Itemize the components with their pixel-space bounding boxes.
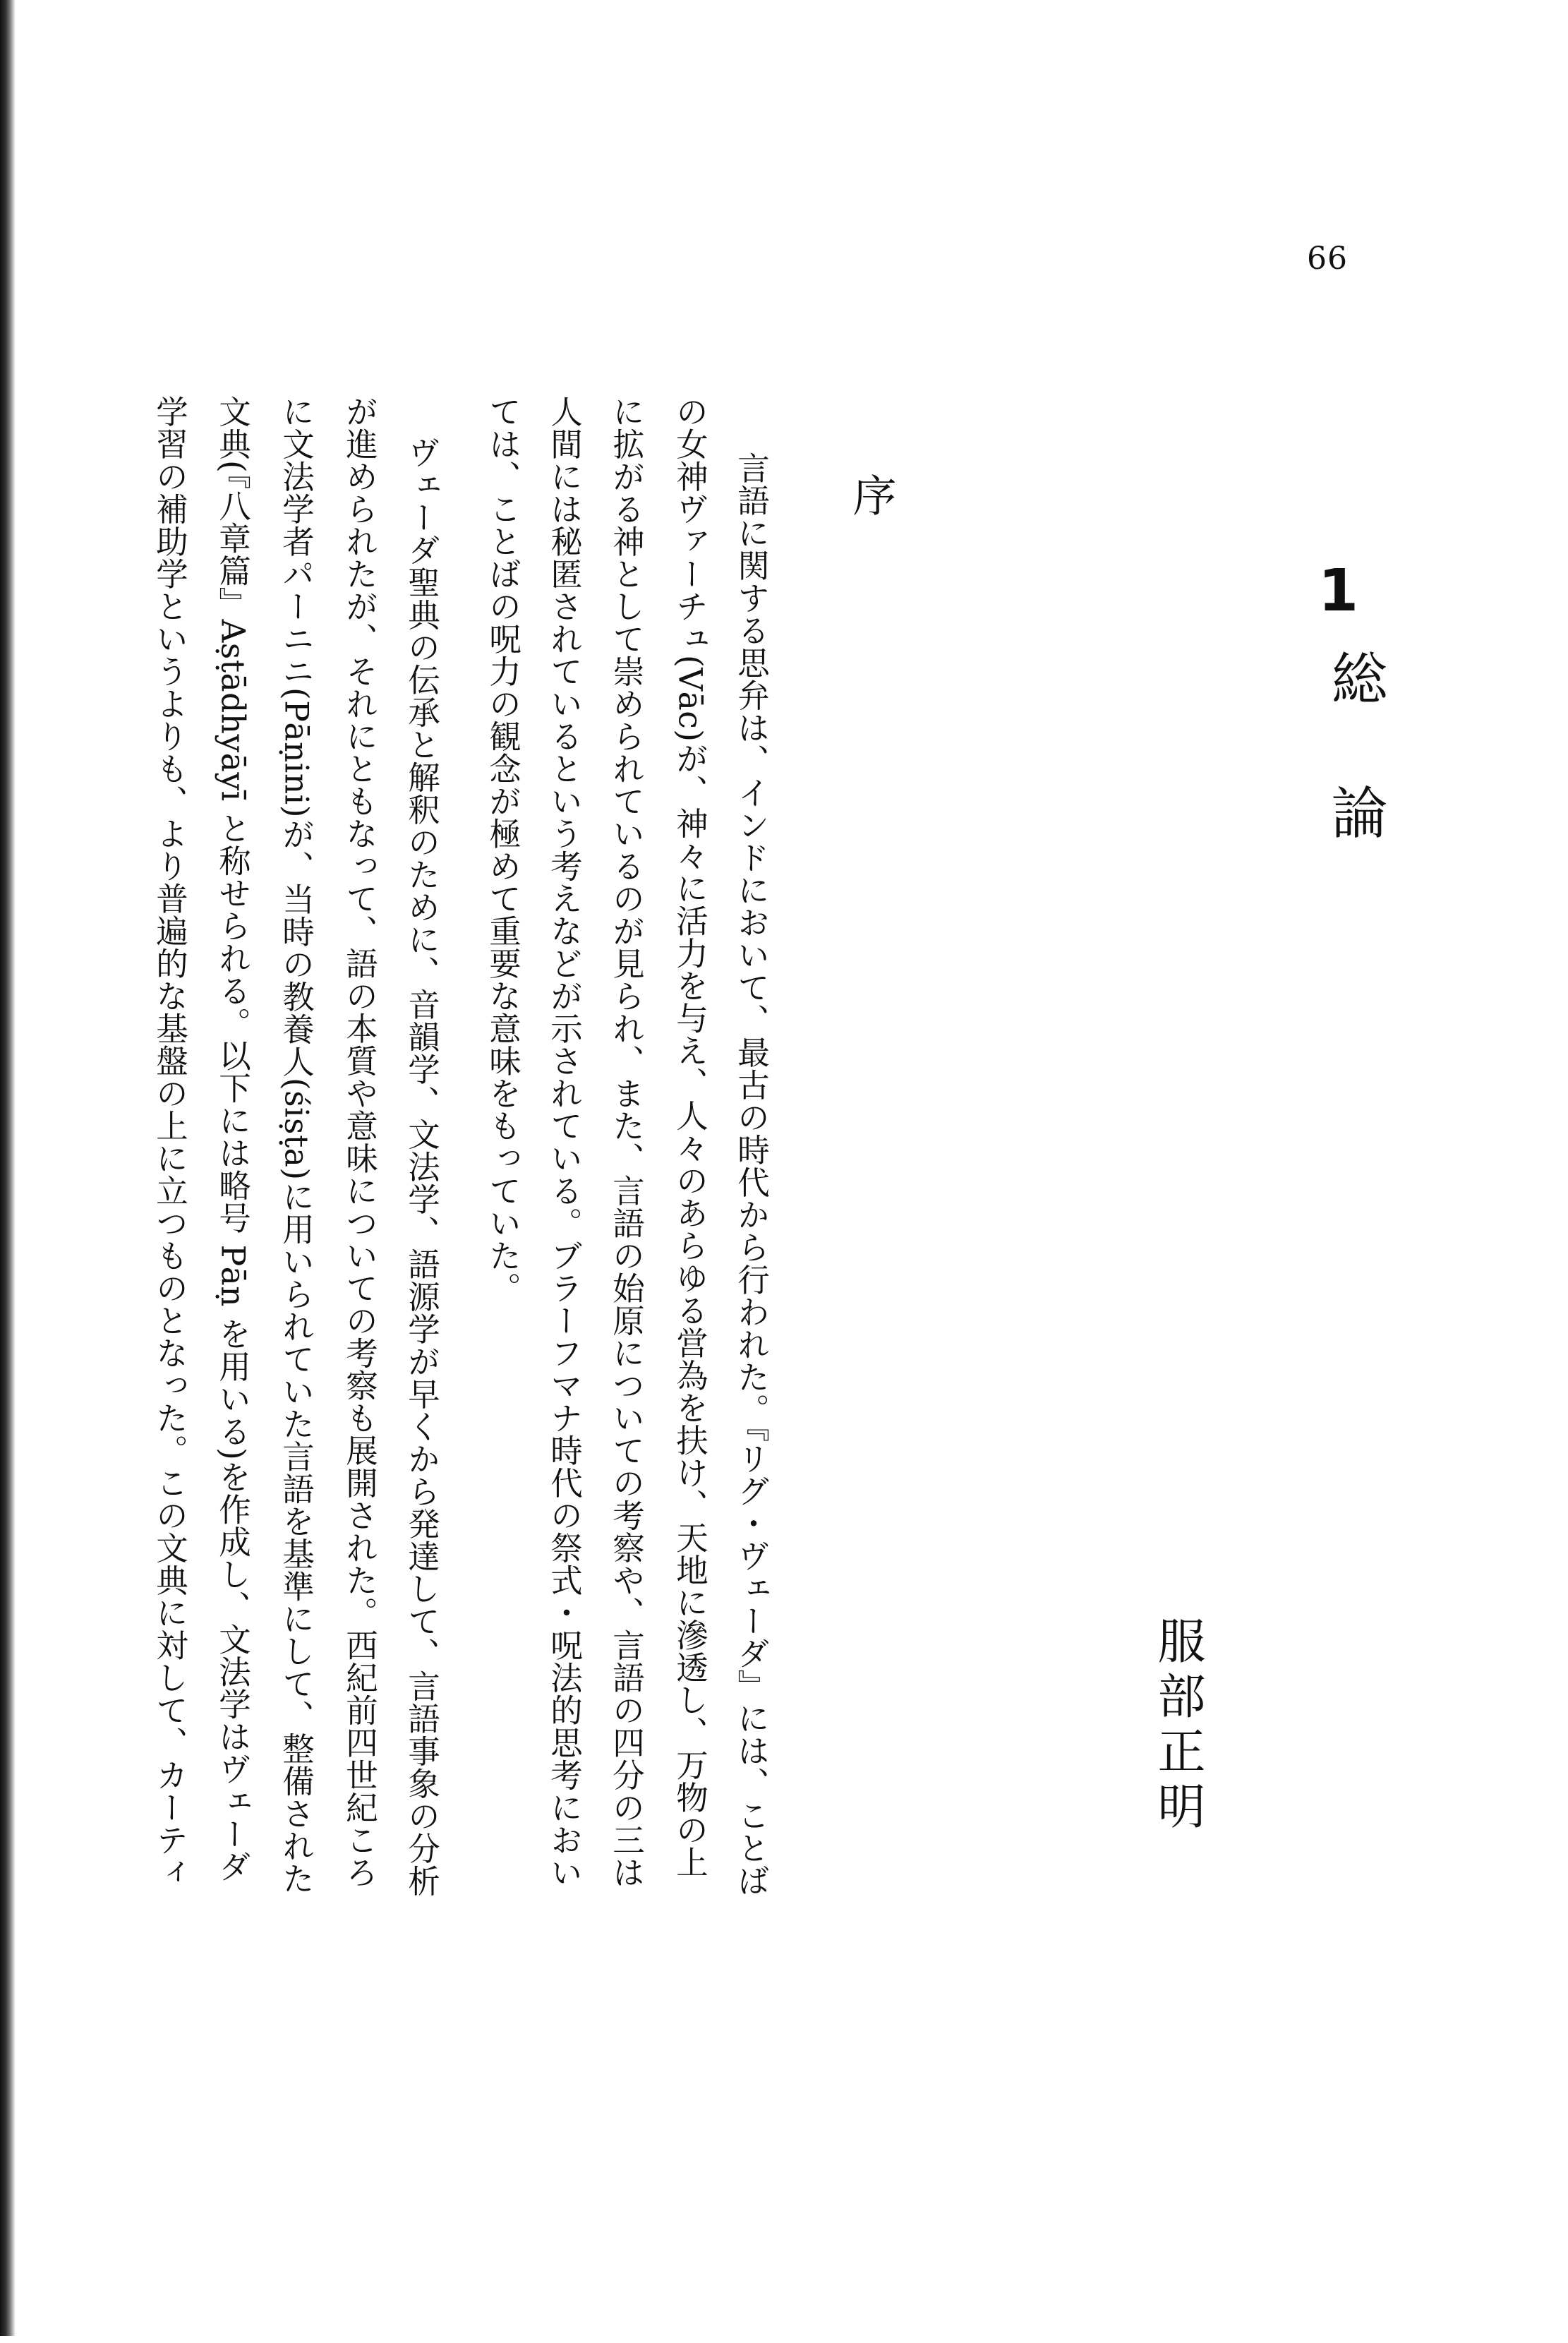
scan-binding-edge bbox=[0, 0, 16, 2336]
body-line-4: 人間には秘匿されているという考えなどが示されている。ブラーフマナ時代の祭式・呪法的思考におい bbox=[545, 395, 584, 1889]
body-line-3: に拡がる神として崇められているのが見られ、また、言語の始原についての考察や、言語の四分の三は bbox=[608, 395, 646, 1889]
body-line-1: 言語に関する思弁は、インドにおいて、最古の時代から行われた。『リグ・ヴェーダ』には、ことば bbox=[732, 452, 771, 1897]
body-line-5: ては、ことばの呪力の観念が極めて重要な意味をもっていた。 bbox=[484, 395, 522, 1304]
body-line-10: 学習の補助学というよりも、より普遍的な基盤の上に立つものとなった。この文典に対して、カーティ bbox=[151, 395, 189, 1889]
chapter-title: 総論 bbox=[1322, 649, 1387, 917]
author-name: 服部正明 bbox=[1150, 1616, 1205, 1836]
section-title: 序 bbox=[845, 473, 897, 517]
body-line-2: の女神ヴァーチュ(Vāc)が、神々に活力を与え、人々のあらゆる営為を扶け、天地に滲透し、万物の上 bbox=[671, 395, 709, 1879]
body-line-6: ヴェーダ聖典の伝承と解釈のために、音韻学、文法学、語源学が早くから発達して、言語事象の分析 bbox=[403, 436, 441, 1897]
page-number: 66 bbox=[1307, 241, 1348, 277]
body-line-8: に文法学者パーニニ(Pāṇini)が、当時の教養人(śiṣṭa)に用いられていた言語を基準にして、整備された bbox=[277, 395, 315, 1895]
body-line-7: が進められたが、それにともなって、語の本質や意味についての考察も展開された。西紀前四世紀ころ bbox=[341, 395, 379, 1889]
chapter-number: 1 bbox=[1318, 558, 1359, 625]
body-line-9: 文典(『八章篇』Aṣṭādhyāyī と称せられる。以下には略号 Pāṇ を用いる)を作成し、文法学はヴェーダ bbox=[214, 395, 252, 1883]
